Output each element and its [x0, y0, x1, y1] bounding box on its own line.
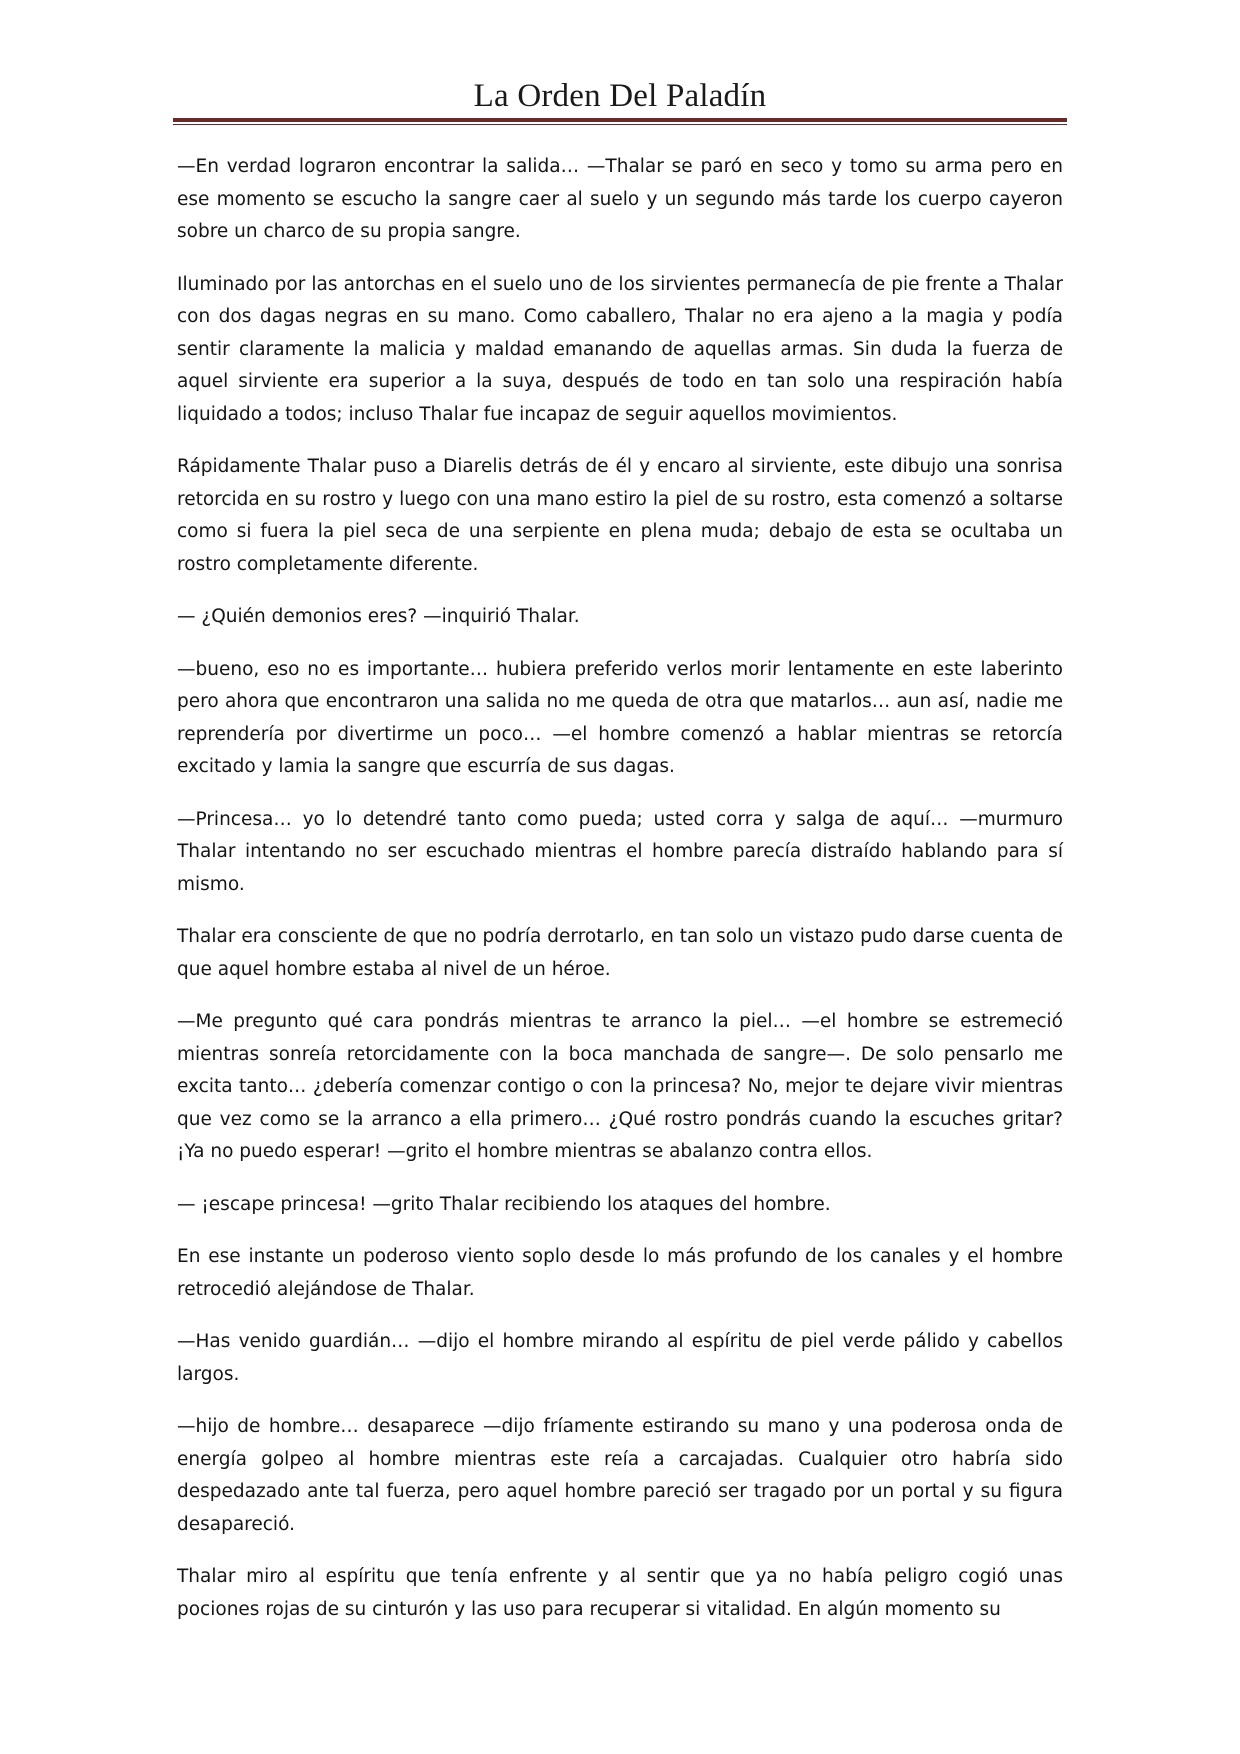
paragraph: —bueno, eso no es importante… hubiera preferido verlos morir lentamente en este laberinto pero ahora que encontraron una salida no me queda de otra que matarlos… aun así, nadie me reprendería por divertirme un poco… —el hombre comenzó a hablar mientras se retorcía excitado y lamia la sangre que escurría de sus dagas.	[177, 658, 1063, 777]
paragraph: —hijo de hombre… desaparece —dijo fríamente estirando su mano y una poderosa onda de energía golpeo al hombre mientras este reía a carcajadas. Cualquier otro habría sido despedazado ante tal fuerza, pero aquel hombre pareció ser tragado por un portal y su figura desapareció.	[177, 1416, 1063, 1535]
paragraph: — ¡escape princesa! —grito Thalar recibiendo los ataques del hombre.	[177, 1193, 831, 1215]
paragraph: —En verdad lograron encontrar la salida… —Thalar se paró en seco y tomo su arma pero en ese momento se escucho la sangre caer al suelo y un segundo más tarde los cuerpo cayeron sobre un charco de su propia sangre.	[177, 156, 1063, 242]
header-rule	[173, 118, 1067, 126]
paragraph: Thalar era consciente de que no podría derrotarlo, en tan solo un vistazo pudo darse cuenta de que aquel hombre estaba al nivel de un héroe.	[177, 926, 1063, 980]
paragraph: Rápidamente Thalar puso a Diarelis detrás de él y encaro al sirviente, este dibujo una sonrisa retorcida en su rostro y luego con una mano estiro la piel de su rostro, esta comenzó a soltarse como si fuera la piel seca de una serpiente en plena muda; debajo de esta se ocultaba un rostro completamente diferente.	[177, 456, 1063, 575]
header-rule-thin	[173, 124, 1067, 125]
header-rule-thick	[173, 118, 1067, 122]
paragraph: Thalar miro al espíritu que tenía enfrente y al sentir que ya no había peligro cogió unas pociones rojas de su cinturón y las uso para recuperar si vitalidad. En algún momento su	[177, 1566, 1063, 1620]
paragraph: —Me pregunto qué cara pondrás mientras te arranco la piel… —el hombre se estremeció mientras sonreía retorcidamente con la boca manchada de sangre—. De solo pensarlo me excita tanto… ¿debería comenzar contigo o con la princesa? No, mejor te dejare vivir mientras que vez como se la arranco a ella primero… ¿Qué rostro pondrás cuando la escuches gritar? ¡Ya no puedo esperar! —grito el hombre mientras se abalanzo contra ellos.	[177, 1011, 1063, 1162]
body-text	[177, 151, 1063, 1646]
paragraph: —Princesa… yo lo detendré tanto como pueda; usted corra y salga de aquí… —murmuro Thalar intentando no ser escuchado mientras el hombre parecía distraído hablando para sí mismo.	[177, 808, 1063, 895]
paragraph: —Has venido guardián… —dijo el hombre mirando al espíritu de piel verde pálido y cabellos largos.	[177, 1331, 1063, 1385]
page-header	[173, 72, 1067, 120]
paragraph: Iluminado por las antorchas en el suelo uno de los sirvientes permanecía de pie frente a Thalar con dos dagas negras en su mano. Como caballero, Thalar no era ajeno a la magia y podía sentir claramente la malicia y maldad emanando de aquellas armas. Sin duda la fuerza de aquel sirviente era superior a la suya, después de todo en tan solo una respiración había liquidado a todos; incluso Thalar fue incapaz de seguir aquellos movimientos.	[177, 273, 1063, 425]
header-title: La Orden Del Paladín	[473, 78, 767, 114]
paragraph: En ese instante un poderoso viento soplo desde lo más profundo de los canales y el hombre retrocedió alejándose de Thalar.	[177, 1246, 1063, 1300]
paragraph: — ¿Quién demonios eres? —inquirió Thalar.	[177, 606, 580, 627]
